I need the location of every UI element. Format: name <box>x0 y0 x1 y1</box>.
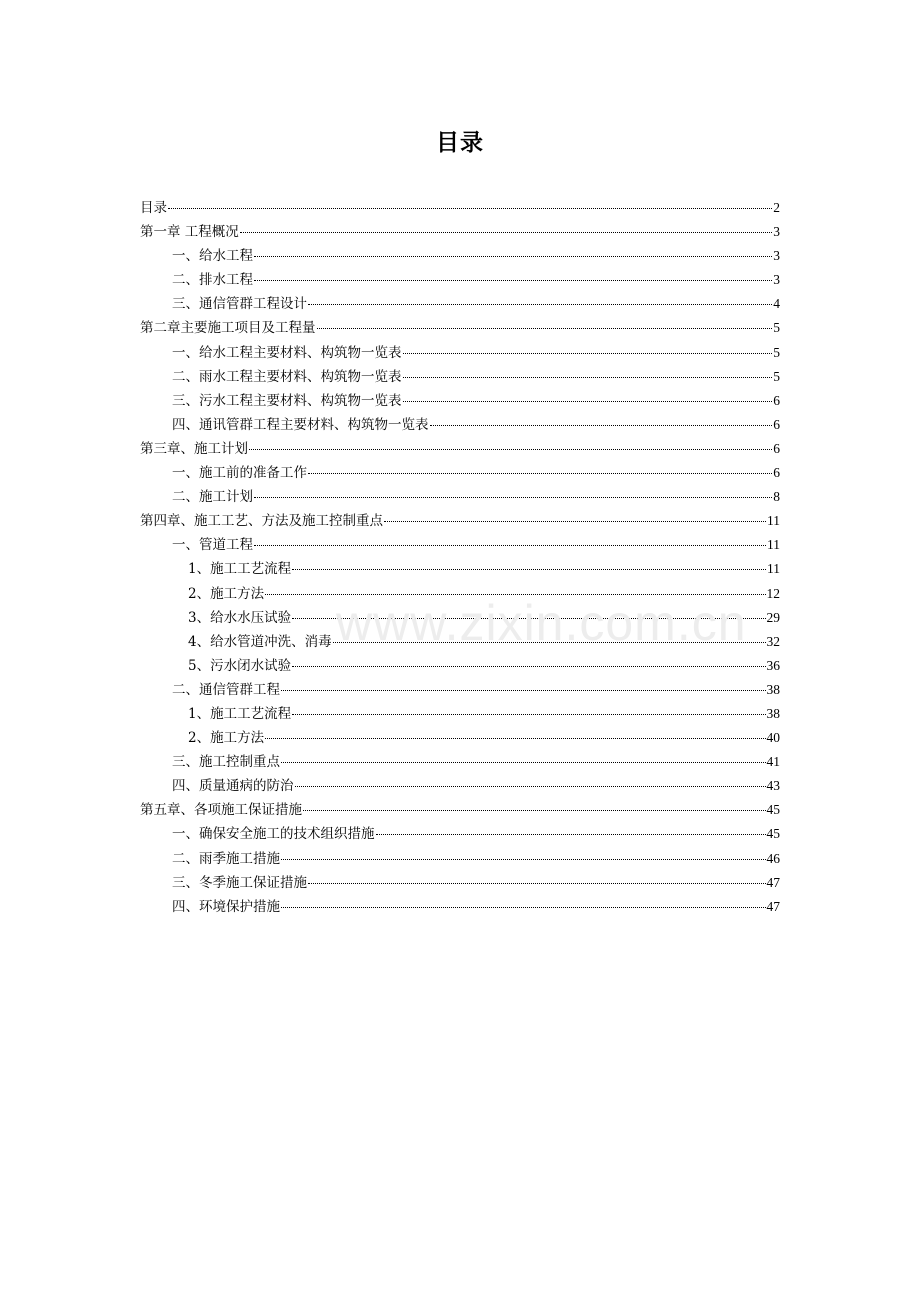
toc-entry[interactable] <box>140 244 780 268</box>
toc-page-number: 3 <box>773 248 780 264</box>
toc-page-number: 32 <box>766 633 780 649</box>
toc-page-number: 45 <box>766 802 780 818</box>
toc-entry-text: 三、污水工程主要材料、构筑物一览表 <box>172 392 402 409</box>
toc-dot-leader <box>292 569 766 570</box>
toc-page-number: 6 <box>773 465 780 481</box>
toc-entry[interactable] <box>140 509 780 533</box>
toc-dot-leader <box>317 328 773 329</box>
toc-entry[interactable] <box>140 341 780 365</box>
toc-dot-leader <box>281 690 766 691</box>
toc-entry[interactable] <box>140 220 780 244</box>
toc-entry[interactable] <box>140 678 780 702</box>
toc-entry-text: 第四章、施工工艺、方法及施工控制重点 <box>140 513 383 530</box>
toc-page-number: 11 <box>767 513 780 529</box>
toc-dot-leader <box>265 738 765 739</box>
toc-entry[interactable] <box>140 630 780 654</box>
toc-entry-text: 4、给水管道冲洗、消毒 <box>188 633 332 650</box>
toc-entry[interactable] <box>140 389 780 413</box>
toc-page-number: 2 <box>773 200 780 215</box>
toc-page-number: 4 <box>773 296 780 312</box>
toc-entry-text: 一、确保安全施工的技术组织措施 <box>172 826 375 843</box>
toc-dot-leader <box>308 473 772 474</box>
toc-dot-leader <box>384 521 766 522</box>
toc-page-number: 12 <box>766 585 780 601</box>
toc-entry-text: 一、给水工程 <box>172 248 253 265</box>
toc-entry-text: 三、通信管群工程设计 <box>172 296 307 313</box>
toc-dot-leader <box>308 883 766 884</box>
toc-page-number: 11 <box>767 561 780 577</box>
table-of-contents <box>140 196 780 919</box>
toc-entry-text: 第三章、施工计划 <box>140 440 248 457</box>
toc-entry[interactable] <box>140 365 780 389</box>
toc-entry[interactable] <box>140 702 780 726</box>
toc-page-number: 5 <box>773 320 780 336</box>
toc-page-number: 5 <box>773 344 780 360</box>
toc-page-number: 43 <box>766 778 780 794</box>
toc-page-number: 47 <box>766 874 780 890</box>
toc-entry[interactable] <box>140 871 780 895</box>
toc-entry-text: 四、环境保护措施 <box>172 898 280 915</box>
toc-page-number: 47 <box>766 898 780 914</box>
toc-page-number: 36 <box>766 657 780 673</box>
toc-entry[interactable] <box>140 798 780 822</box>
toc-entry-text: 二、雨水工程主要材料、构筑物一览表 <box>172 368 402 385</box>
toc-entry[interactable] <box>140 292 780 316</box>
toc-entry-text: 第二章主要施工项目及工程量 <box>140 320 316 337</box>
toc-dot-leader <box>403 353 773 354</box>
toc-entry-text: 一、给水工程主要材料、构筑物一览表 <box>172 344 402 361</box>
toc-dot-leader <box>254 280 772 281</box>
toc-entry[interactable] <box>140 413 780 437</box>
toc-entry-text: 3、给水水压试验 <box>188 609 292 626</box>
toc-dot-leader <box>292 618 765 619</box>
toc-entry-text: 2、施工方法 <box>188 730 265 747</box>
toc-dot-leader <box>265 594 765 595</box>
toc-dot-leader <box>292 666 765 667</box>
toc-entry[interactable] <box>140 485 780 509</box>
toc-entry[interactable] <box>140 437 780 461</box>
toc-entry-text: 一、施工前的准备工作 <box>172 465 307 482</box>
toc-page-number: 40 <box>766 730 780 746</box>
toc-entry-text: 第一章 工程概况 <box>140 224 239 241</box>
toc-entry[interactable] <box>140 196 780 220</box>
toc-entry-text: 四、质量通病的防治 <box>172 778 294 795</box>
toc-page-number: 6 <box>773 440 780 456</box>
toc-entry-text: 2、施工方法 <box>188 585 265 602</box>
toc-entry[interactable] <box>140 533 780 557</box>
toc-dot-leader <box>254 256 772 257</box>
toc-dot-leader <box>281 907 766 908</box>
toc-page-number: 41 <box>766 754 780 770</box>
toc-entry[interactable] <box>140 847 780 871</box>
toc-entry[interactable] <box>140 822 780 846</box>
toc-dot-leader <box>240 232 772 233</box>
toc-entry[interactable] <box>140 774 780 798</box>
toc-dot-leader <box>281 859 766 860</box>
toc-dot-leader <box>303 810 766 811</box>
watermark: www.zixin.com.cn <box>336 595 747 651</box>
toc-dot-leader <box>403 401 773 402</box>
toc-page-number: 6 <box>773 416 780 432</box>
toc-entry[interactable] <box>140 750 780 774</box>
toc-page-number: 3 <box>773 224 780 240</box>
toc-page-number: 38 <box>766 705 780 721</box>
toc-page-number: 29 <box>766 609 780 625</box>
toc-entry-text: 5、污水闭水试验 <box>188 657 292 674</box>
toc-dot-leader <box>333 642 766 643</box>
toc-entry-text: 二、通信管群工程 <box>172 681 280 698</box>
toc-entry[interactable] <box>140 268 780 292</box>
toc-dot-leader <box>249 449 772 450</box>
toc-entry-text: 四、通讯管群工程主要材料、构筑物一览表 <box>172 416 429 433</box>
toc-page-number: 46 <box>766 850 780 866</box>
toc-dot-leader <box>403 377 773 378</box>
toc-entry-text: 1、施工工艺流程 <box>188 705 292 722</box>
toc-dot-leader <box>430 425 773 426</box>
toc-dot-leader <box>295 786 766 787</box>
toc-entry[interactable] <box>140 461 780 485</box>
toc-dot-leader <box>254 545 766 546</box>
toc-dot-leader <box>281 762 766 763</box>
toc-page-number: 8 <box>773 489 780 505</box>
toc-entry-text: 二、排水工程 <box>172 272 253 289</box>
toc-page-number: 5 <box>773 368 780 384</box>
page-title: 目录 <box>436 129 484 156</box>
toc-dot-leader <box>308 304 772 305</box>
toc-entry-text: 三、冬季施工保证措施 <box>172 874 307 891</box>
toc-dot-leader <box>376 834 766 835</box>
toc-dot-leader <box>254 497 772 498</box>
toc-entry-text: 三、施工控制重点 <box>172 754 280 771</box>
toc-dot-leader <box>168 208 772 209</box>
toc-entry[interactable] <box>140 557 780 581</box>
toc-dot-leader <box>292 714 765 715</box>
toc-entry-text: 二、施工计划 <box>172 489 253 506</box>
toc-entry[interactable] <box>140 606 780 630</box>
toc-entry[interactable] <box>140 316 780 340</box>
toc-entry[interactable] <box>140 895 780 919</box>
toc-page-number: 3 <box>773 272 780 288</box>
toc-entry-text: 一、管道工程 <box>172 537 253 554</box>
toc-page-number: 38 <box>766 681 780 697</box>
toc-page-number: 11 <box>767 537 780 553</box>
toc-page-number: 45 <box>766 826 780 842</box>
toc-entry[interactable] <box>140 726 780 750</box>
toc-entry[interactable] <box>140 582 780 606</box>
toc-entry-text: 第五章、各项施工保证措施 <box>140 802 302 819</box>
toc-entry[interactable] <box>140 654 780 678</box>
toc-entry-text: 1、施工工艺流程 <box>188 561 292 578</box>
toc-entry-text: 二、雨季施工措施 <box>172 850 280 867</box>
toc-page-number: 6 <box>773 392 780 408</box>
toc-entry-text: 目录 <box>140 200 167 216</box>
